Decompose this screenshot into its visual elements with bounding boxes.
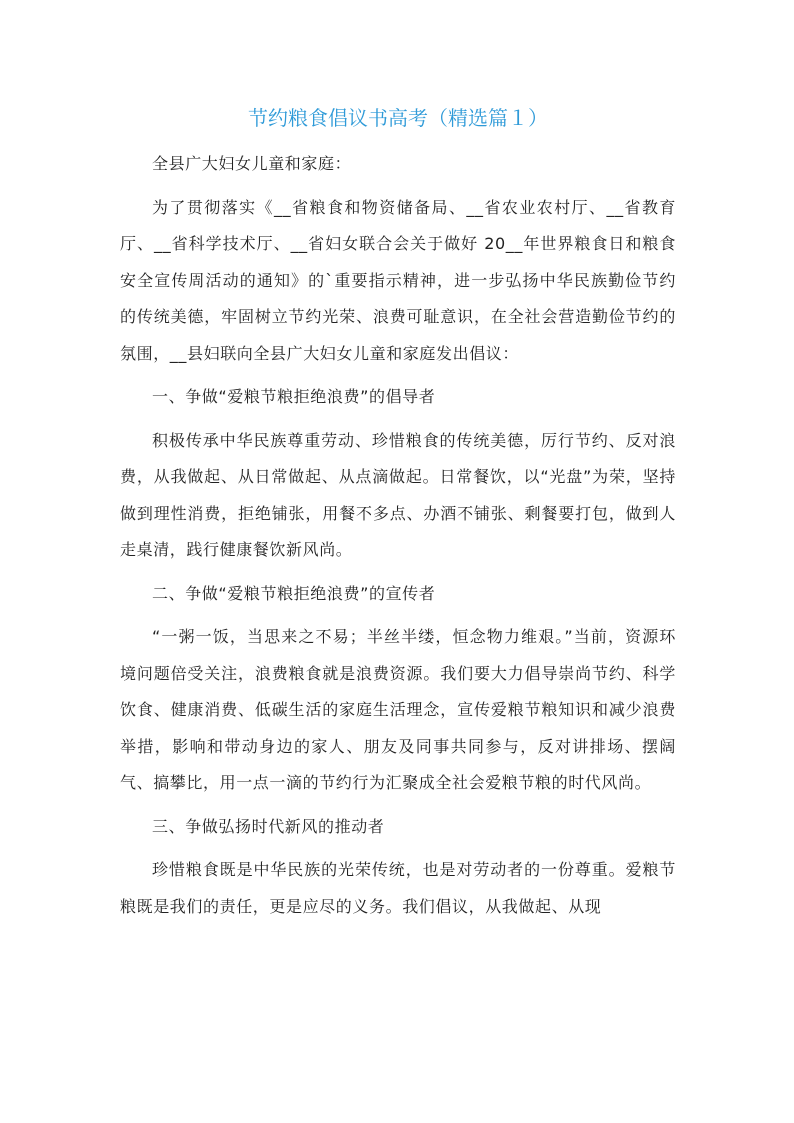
- section-body-1: 积极传承中华民族尊重劳动、珍惜粮食的传统美德，厉行节约、反对浪费，从我做起、从日常做起、从点滴做起。日常餐饮，以“光盘”为荣，坚持做到理性消费，拒绝铺张，用餐不多点、办酒不铺张、剩餐要打包，做到人走桌清，践行健康餐饮新风尚。: [120, 430, 676, 559]
- salutation: 全县广大妇女儿童和家庭：: [152, 154, 352, 173]
- section-heading-2: 二、争做“爱粮节粮拒绝浪费”的宣传者: [152, 583, 436, 603]
- section-body-2: “一粥一饭，当思来之不易；半丝半缕，恒念物力维艰。”当前，资源环境问题倍受关注，浪费粮食就是浪费资源。我们要大力倡导崇尚节约、科学饮食、健康消费、低碳生活的家庭生活理念，宣传爱粮节粮知识和减少浪费举措，影响和带动身边的家人、朋友及同事共同参与，反对讲排场、摆阔气、搞攀比，用一点一滴的节约行为汇聚成全社会爱粮节粮的时代风尚。: [120, 627, 676, 792]
- document-page: [120, 100, 676, 925]
- section-body-3: 珍惜粮食既是中华民族的光荣传统，也是对劳动者的一份尊重。爱粮节粮既是我们的责任，更是应尽的义务。我们倡议，从我做起、从现: [120, 860, 676, 916]
- document-title: 节约粮食倡议书高考（精选篇１）: [248, 106, 548, 130]
- section-heading-1: 一、争做“爱粮节粮拒绝浪费”的倡导者: [152, 387, 436, 406]
- intro-paragraph: 为了贯彻落实《__省粮食和物资储备局、__省农业农村厅、__省教育厅、__省科学技术厅、__省妇女联合会关于做好 20__年世界粮食日和粮食安全宣传周活动的通知》的`重要指示精神，进一步弘扬中华民族勤俭节约的传统美德，牢固树立节约光荣、浪费可耻意识，在全社会营造勤俭节约的氛围，__县妇联向全县广大妇女儿童和家庭发出倡议：: [120, 197, 676, 363]
- section-heading-3: 三、争做弘扬时代新风的推动者: [152, 816, 385, 836]
